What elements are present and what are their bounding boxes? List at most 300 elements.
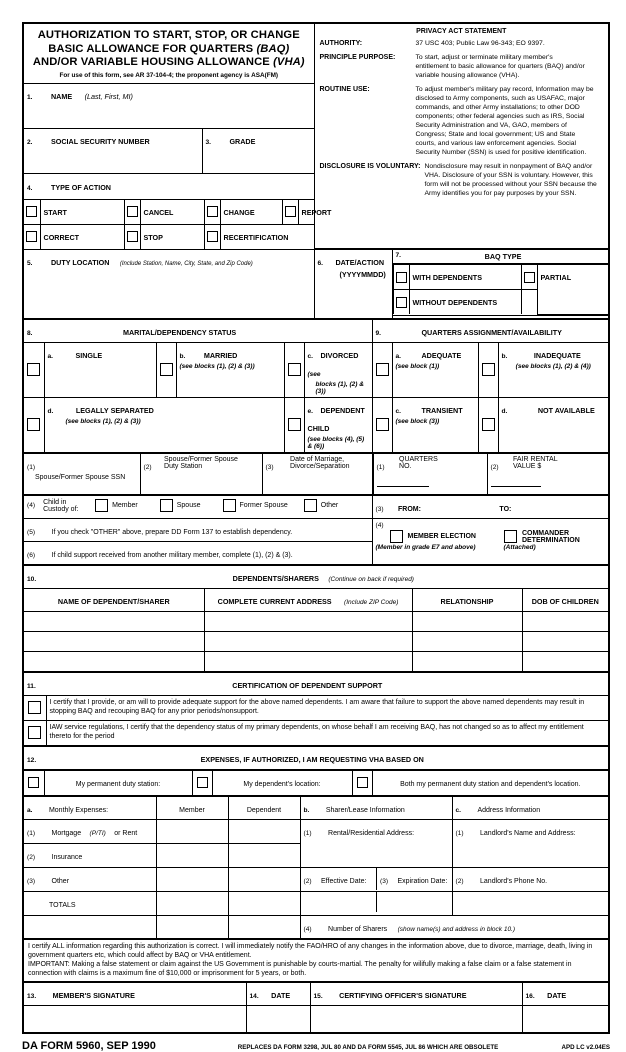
expense-row-mortgage: (1) Mortgage (P/TI) or Rent xyxy=(24,819,156,843)
footer-apd-version: APD LC v2.04ES xyxy=(561,1044,610,1052)
block-13-number: 13. xyxy=(27,993,37,1001)
checkbox-start[interactable] xyxy=(26,206,37,217)
option-recertification: RECERTIFICATION xyxy=(220,224,314,249)
hint-member-election: (Member in grade E7 and above) xyxy=(375,543,476,551)
expense-mortgage-dependent[interactable] xyxy=(228,819,300,843)
table-row[interactable] xyxy=(24,651,608,671)
header-section xyxy=(24,24,608,249)
hint-commander-determination: (Attached) xyxy=(503,543,536,551)
block-8-label: MARITAL/DEPENDENCY STATUS xyxy=(122,327,237,337)
sub-9-1-quarters-no[interactable] xyxy=(373,454,487,495)
expense-blank-dependent[interactable] xyxy=(228,915,300,938)
checkbox-correct[interactable] xyxy=(26,231,37,242)
checkbox-cell-start[interactable] xyxy=(24,200,40,225)
block-9-sub-1-2 xyxy=(372,453,608,495)
title-line-2: BASIC ALLOWANCE FOR QUARTERS (BAQ) xyxy=(48,42,290,55)
cell-address-2[interactable] xyxy=(204,631,412,651)
checkbox-with-dependents[interactable] xyxy=(396,272,407,283)
privacy-disclosure-label: DISCLOSURE IS VOLUNTARY: xyxy=(319,162,421,170)
sub-8-2-label: Spouse/Former Spouse Duty Station xyxy=(164,455,238,470)
checkbox-adequate[interactable] xyxy=(376,363,389,376)
effective-date-cell[interactable] xyxy=(301,868,377,890)
block-2-number: 2. xyxy=(27,138,33,146)
checkbox-recertification[interactable] xyxy=(207,231,218,242)
effective-expiration-values xyxy=(300,891,452,915)
expiration-date-cell[interactable] xyxy=(377,868,452,890)
privacy-disclosure-row xyxy=(320,163,604,199)
block-14-date[interactable] xyxy=(246,983,310,1006)
number-of-sharers[interactable] xyxy=(300,915,608,938)
checkbox-without-dependents[interactable] xyxy=(396,297,407,308)
cell-dob-1[interactable] xyxy=(522,611,608,631)
label-number-of-sharers: Number of Sharers xyxy=(328,925,388,933)
sub-9-2-number: (2) xyxy=(490,463,499,471)
checkbox-cell-correct[interactable] xyxy=(24,224,40,249)
privacy-routine-label: ROUTINE USE: xyxy=(319,85,370,93)
title-line-1: AUTHORIZATION TO START, STOP, OR CHANGE xyxy=(37,29,300,41)
landlord-phone-value[interactable] xyxy=(452,891,608,915)
privacy-authority-label: AUTHORITY: xyxy=(319,40,363,47)
privacy-purpose-text: To start, adjust or terminate military member's entitlement to basic allowance for quarters (BAQ) and/or variable housing allowance (VHA). xyxy=(415,53,585,79)
block-11-header xyxy=(24,672,608,695)
block-5-duty-location[interactable] xyxy=(24,250,314,319)
block-10-col-name: NAME OF DEPENDENT/SHARER xyxy=(24,588,204,611)
option-with-dependents: WITH DEPENDENTS xyxy=(409,265,521,290)
checkbox-cell-partial[interactable] xyxy=(521,265,537,290)
checkbox-change[interactable] xyxy=(207,206,218,217)
checkbox-certification-2[interactable] xyxy=(28,726,41,739)
cell-relationship-1[interactable] xyxy=(412,611,522,631)
privacy-authority-row xyxy=(320,40,604,49)
hint-legally-separated: (see blocks (1), (2) & (3)) xyxy=(65,417,141,425)
final-certification xyxy=(24,939,608,982)
checkbox-cell-permanent-duty[interactable] xyxy=(24,770,44,795)
checkbox-cell-not-available[interactable] xyxy=(478,397,498,452)
checkbox-report[interactable] xyxy=(285,206,296,217)
privacy-heading: PRIVACY ACT STATEMENT xyxy=(416,28,507,35)
block-9-label: QUARTERS ASSIGNMENT/AVAILABILITY xyxy=(421,327,562,337)
label-transient: TRANSIENT xyxy=(421,405,463,415)
block-14-date-field[interactable] xyxy=(246,1006,310,1033)
block-2-label: SOCIAL SECURITY NUMBER xyxy=(50,136,150,146)
label-custody-other: Other xyxy=(320,502,339,510)
block-6-date-action[interactable] xyxy=(314,250,392,319)
option-cancel: CANCEL xyxy=(140,200,204,225)
option-without-dependents: WITHOUT DEPENDENTS xyxy=(409,290,521,315)
label-address-information: Address Information xyxy=(477,806,541,814)
sub-12c-2-number: (2) xyxy=(455,877,464,885)
sub-9-3-from-label: FROM: xyxy=(398,505,421,513)
checkbox-custody-former-spouse[interactable] xyxy=(223,499,236,512)
privacy-purpose-row xyxy=(320,54,604,81)
label-landlord-phone: Landlord's Phone No. xyxy=(480,877,548,885)
label-rental-address: Rental/Residential Address: xyxy=(328,829,415,837)
block-6-hint: (YYYYMMDD) xyxy=(339,270,386,280)
sub-8-1-label: Spouse/Former Spouse SSN xyxy=(35,473,126,481)
checkbox-legally-separated[interactable] xyxy=(27,418,40,431)
cell-address-1[interactable] xyxy=(204,611,412,631)
hint-divorced-2: blocks (1), (2) & (3)) xyxy=(315,380,364,395)
option-dependent-child xyxy=(304,397,372,452)
cell-address-3[interactable] xyxy=(204,651,412,671)
letter-a-12: a. xyxy=(27,806,33,814)
checkbox-cell-cert-1[interactable] xyxy=(24,695,46,720)
label-expiration-date: Expiration Date: xyxy=(397,877,448,885)
letter-c-12: c. xyxy=(455,806,461,814)
label-totals: TOTALS xyxy=(49,901,76,909)
checkbox-cell-dependent-child[interactable] xyxy=(284,397,304,452)
expiration-date-value[interactable] xyxy=(377,892,452,912)
block-11-statement-1: I certify that I provide, or am will to provide adequate support for the above named dependents. I am aware that failure to support the above named dependents may result in stopping BAQ and recouping BAQ for any prior periods/nonsupport. xyxy=(46,695,608,720)
block-7-header xyxy=(392,250,608,265)
hint-married: (see blocks (1), (2) & (3)) xyxy=(179,362,255,370)
option-not-available xyxy=(498,397,608,452)
block-1-name[interactable] xyxy=(24,83,314,128)
checkbox-cell-legally-separated[interactable] xyxy=(24,397,44,452)
block-14-number: 14. xyxy=(249,993,259,1001)
sub-8-6-number: (6) xyxy=(27,551,36,559)
checkbox-cell-transient[interactable] xyxy=(372,397,392,452)
cell-name-2[interactable] xyxy=(24,631,204,651)
cell-dob-2[interactable] xyxy=(522,631,608,651)
block-8-sub-1-2-3 xyxy=(24,453,372,495)
sub-8-2-duty-station[interactable] xyxy=(140,454,262,495)
block-16-date[interactable] xyxy=(522,983,608,1006)
letter-c-9: c. xyxy=(395,407,401,415)
expense-insurance-member[interactable] xyxy=(156,843,228,867)
checkbox-cancel[interactable] xyxy=(127,206,138,217)
block-13-signature-field[interactable] xyxy=(24,1006,246,1033)
footer-replaces-text: REPLACES DA FORM 3298, JUL 80 AND DA FORM 5545, JUL 86 WHICH ARE OBSOLETE xyxy=(237,1044,499,1052)
sub-9-1-number: (1) xyxy=(376,463,385,471)
label-dependent-child: DEPENDENT CHILD xyxy=(307,405,365,433)
expense-row-insurance: (2) Insurance xyxy=(24,843,156,867)
effective-expiration-wrapper xyxy=(300,867,452,891)
sub-8-3-date-marriage[interactable] xyxy=(262,454,372,495)
hint-dependent-child: (see blocks (4), (5) & (6)) xyxy=(307,435,365,450)
title-line-3: AND/OR VARIABLE HOUSING ALLOWANCE (VHA) xyxy=(32,56,305,69)
hint-divorced-1: (see xyxy=(307,370,321,378)
block-10-col-dob: DOB OF CHILDREN xyxy=(522,588,608,611)
option-divorced xyxy=(304,343,372,398)
sub-9-3-to-label: TO: xyxy=(499,505,512,513)
letter-b-9: b. xyxy=(501,352,508,360)
block-8-9-sub-rows xyxy=(24,453,608,565)
block-11-label: CERTIFICATION OF DEPENDENT SUPPORT xyxy=(232,680,383,690)
footer-form-number: DA FORM 5960, SEP 1990 xyxy=(22,1040,156,1052)
form-footer xyxy=(22,1040,610,1052)
sub-8-4-number: (4) xyxy=(27,502,36,510)
cell-relationship-3[interactable] xyxy=(412,651,522,671)
sub-9-3-number: (3) xyxy=(375,505,384,513)
cell-name-1[interactable] xyxy=(24,611,204,631)
block-15-number: 15. xyxy=(313,993,323,1001)
sub-9-2-fair-rental[interactable] xyxy=(487,454,608,495)
sub-12b-3-number: (3) xyxy=(380,877,389,885)
option-single xyxy=(44,343,156,398)
letter-b-12: b. xyxy=(303,806,310,814)
sub-8-5-number: (5) xyxy=(27,528,36,536)
sub-8-6-text: If child support received from another military member, complete (1), (2) & (3). xyxy=(51,551,293,559)
checkbox-cell-both[interactable] xyxy=(352,770,372,795)
block-4-number: 4. xyxy=(27,184,33,192)
final-certification-cell xyxy=(24,939,608,981)
block-10-header xyxy=(24,565,608,588)
block-1-label: NAME xyxy=(50,91,73,101)
privacy-purpose-label: PRINCIPLE PURPOSE: xyxy=(319,53,396,61)
sub-8-1-number: (1) xyxy=(27,463,36,471)
sub-9-1-label: QUARTERS NO. xyxy=(399,455,438,470)
block-13-member-signature[interactable] xyxy=(24,983,246,1006)
checkbox-divorced[interactable] xyxy=(288,363,301,376)
block-1-hint: (Last, First, MI) xyxy=(84,91,133,101)
checkbox-cell-stop[interactable] xyxy=(124,224,140,249)
block-6-number: 6. xyxy=(317,260,323,268)
label-sharer-lease: Sharer/Lease Information xyxy=(325,806,405,814)
expense-blank-member[interactable] xyxy=(156,915,228,938)
label-landlord-name: Landlord's Name and Address: xyxy=(480,829,576,837)
block-16-date-field[interactable] xyxy=(522,1006,608,1033)
certify-paragraph-2: IMPORTANT: Making a false statement or claim against the US Government is punishable by courts-martial. The penalty for wilifully making a false claim or a false statement in connection with claims is a maximum fine of $10,000 or imprisonment for 5 years, or both. xyxy=(28,961,572,977)
sub-9-4-number: (4) xyxy=(375,521,384,529)
cell-name-3[interactable] xyxy=(24,651,204,671)
block-15-certifying-officer[interactable] xyxy=(310,983,522,1006)
option-married xyxy=(176,343,284,398)
expense-blank-left xyxy=(24,915,156,938)
checkbox-transient[interactable] xyxy=(376,418,389,431)
block-9-header xyxy=(372,319,608,342)
checkbox-cell-divorced[interactable] xyxy=(284,343,304,398)
checkbox-commander-determination[interactable] xyxy=(504,530,517,543)
privacy-act-column xyxy=(314,24,608,249)
checkbox-permanent-duty-station[interactable] xyxy=(28,777,39,788)
label-inadequate: INADEQUATE xyxy=(533,350,581,360)
block-4-options xyxy=(24,200,332,249)
privacy-disclosure-text: Nondisclosure may result in nonpayment of BAQ and/or VHA. Disclosure of your SSN is voluntary. However, this form will not be processed without your SSN because the Army identifies you for pay purposes by your SSN. xyxy=(424,162,597,197)
table-row[interactable] xyxy=(24,611,608,631)
checkbox-cell-inadequate[interactable] xyxy=(478,343,498,398)
checkbox-cell-married[interactable] xyxy=(156,343,176,398)
expense-other-dependent[interactable] xyxy=(228,867,300,891)
checkbox-cell-cancel[interactable] xyxy=(124,200,140,225)
option-partial: PARTIAL xyxy=(537,265,608,314)
block-15-signature-field[interactable] xyxy=(310,1006,522,1033)
checkbox-member-election[interactable] xyxy=(390,530,403,543)
checkbox-cell-recert[interactable] xyxy=(204,224,220,249)
letter-a-9: a. xyxy=(395,352,401,360)
block-10-col-address: COMPLETE CURRENT ADDRESS (Include ZIP Code) xyxy=(204,588,412,611)
checkbox-not-available[interactable] xyxy=(482,418,495,431)
label-custody-spouse: Spouse xyxy=(176,502,201,510)
option-dependents-location: My dependent's location: xyxy=(212,770,352,795)
da-form-5960 xyxy=(22,22,610,1034)
cell-dob-3[interactable] xyxy=(522,651,608,671)
option-stop: STOP xyxy=(140,224,204,249)
checkbox-cell-single[interactable] xyxy=(24,343,44,398)
checkbox-single[interactable] xyxy=(27,363,40,376)
expense-insurance-dependent[interactable] xyxy=(228,843,300,867)
checkbox-custody-other[interactable] xyxy=(304,499,317,512)
block-7-number: 7. xyxy=(395,252,401,260)
checkbox-cell-cert-2[interactable] xyxy=(24,720,46,745)
option-start: START xyxy=(40,200,124,225)
expense-1-number: (1) xyxy=(27,829,36,837)
checkbox-stop[interactable] xyxy=(127,231,138,242)
letter-b-8: b. xyxy=(179,352,186,360)
block-13-label: MEMBER'S SIGNATURE xyxy=(52,991,135,1001)
block-6-label: DATE/ACTION xyxy=(335,258,385,268)
block-11-statement-2: IAW service regulations, I certify that the dependency status of my primary dependents, on whose behalf I am receiving BAQ, has not changed so as to affect my entitlement thereto for the period xyxy=(46,720,608,745)
sub-8-5-text: If you check "OTHER" above, prepare DD Form 137 to establish dependency. xyxy=(51,528,293,536)
label-single: SINGLE xyxy=(75,350,103,360)
landlord-phone[interactable] xyxy=(452,867,608,891)
sub-8-2-number: (2) xyxy=(143,463,152,471)
checkbox-certification-1[interactable] xyxy=(28,701,41,714)
expense-totals-member[interactable] xyxy=(156,891,228,915)
landlord-name-address[interactable] xyxy=(452,819,608,867)
block-12-expenses xyxy=(24,746,608,770)
hint-inadequate: (see blocks (1), (2) & (4)) xyxy=(515,362,591,370)
checkbox-cell-without-dependents[interactable] xyxy=(393,290,409,315)
block-5-hint: (Include Station, Name, City, State, and Zip Code) xyxy=(119,261,253,268)
block-12-col-dependent: Dependent xyxy=(228,796,300,819)
sub-8-4-custody xyxy=(24,495,372,518)
expense-2-number: (2) xyxy=(27,853,36,861)
checkbox-dependents-location[interactable] xyxy=(197,777,208,788)
form-title xyxy=(24,24,314,83)
block-5-number: 5. xyxy=(27,260,33,268)
privacy-routine-text: To adjust member's military pay record, Information may be disclosed to Army components, such as USAFAC, major commands, and other Army installations; to other DOD components; other federal agencies such as IRS, Social Security Administration and VA, GAO, members of Congress; State and local government; US and State courts, and various law enforcement agencies. Social Security Number (SSN) is used for positive identification. xyxy=(415,85,594,156)
option-transient xyxy=(392,397,478,452)
block-4-label: TYPE OF ACTION xyxy=(50,182,111,192)
label-married: MARRIED xyxy=(203,350,238,360)
block-8-header xyxy=(24,319,372,342)
option-permanent-duty-station: My permanent duty station: xyxy=(44,770,192,795)
sub-12b-1-number: (1) xyxy=(303,829,312,837)
checkbox-cell-dependents-location[interactable] xyxy=(192,770,212,795)
block-1-number: 1. xyxy=(27,93,33,101)
letter-d-9: d. xyxy=(501,407,508,415)
letter-a-8: a. xyxy=(47,352,53,360)
sub-12b-4-number: (4) xyxy=(303,925,312,933)
hint-number-of-sharers: (show name(s) and address in block 10.) xyxy=(397,925,516,933)
block-10-hint: (Continue on back if required) xyxy=(328,575,414,583)
option-adequate xyxy=(392,343,478,398)
block-15-label: CERTIFYING OFFICER'S SIGNATURE xyxy=(339,991,467,1001)
block-4-type-of-action xyxy=(24,173,332,249)
effective-date-value[interactable] xyxy=(301,892,377,912)
letter-d-8: d. xyxy=(47,407,54,415)
option-report: REPORT xyxy=(298,200,314,225)
sub-8-6-child-support xyxy=(24,541,372,564)
option-change: CHANGE xyxy=(220,200,282,225)
block-5-6-7-row xyxy=(24,249,608,319)
block-12-basis-options xyxy=(24,770,608,796)
block-12-col-member: Member xyxy=(156,796,228,819)
expense-row-totals xyxy=(24,891,156,915)
cell-relationship-2[interactable] xyxy=(412,631,522,651)
block-2-ssn[interactable] xyxy=(24,129,202,173)
sub-9-2-label: FAIR RENTAL VALUE $ xyxy=(513,455,558,470)
expense-mortgage-member[interactable] xyxy=(156,819,228,843)
block-7-label: BAQ TYPE xyxy=(484,252,522,262)
letter-c-8: c. xyxy=(307,352,313,360)
option-both-locations: Both my permanent duty station and dependent's location. xyxy=(372,770,608,795)
expense-row-other: (3) Other xyxy=(24,867,156,891)
sub-8-4-label: Child in Custody of: xyxy=(43,498,79,513)
sub-9-3-from-to[interactable] xyxy=(372,495,608,518)
hint-transient: (see block (3)) xyxy=(395,417,440,425)
hint-adequate: (see block (1)) xyxy=(395,362,440,370)
block-8-number: 8. xyxy=(27,329,33,337)
checkbox-custody-spouse[interactable] xyxy=(160,499,173,512)
expense-3-number: (3) xyxy=(27,877,36,885)
label-effective-date: Effective Date: xyxy=(321,877,367,885)
checkbox-married[interactable] xyxy=(160,363,173,376)
label-not-available: NOT AVAILABLE xyxy=(537,405,595,415)
block-11-certification xyxy=(24,672,608,746)
checkbox-cell-change[interactable] xyxy=(204,200,220,225)
checkbox-cell-adequate[interactable] xyxy=(372,343,392,398)
sub-12b-2-number: (2) xyxy=(303,877,312,885)
expense-totals-dependent[interactable] xyxy=(228,891,300,915)
sub-8-1-spouse-ssn[interactable] xyxy=(24,454,140,495)
checkbox-partial[interactable] xyxy=(524,272,535,283)
block-7-options xyxy=(392,265,608,316)
expense-other-member[interactable] xyxy=(156,867,228,891)
option-correct: CORRECT xyxy=(40,224,124,249)
table-row[interactable] xyxy=(24,631,608,651)
checkbox-inadequate[interactable] xyxy=(482,363,495,376)
checkbox-cell-with-dependents[interactable] xyxy=(393,265,409,290)
block-10-col-relationship: RELATIONSHIP xyxy=(412,588,522,611)
sub-8-3-number: (3) xyxy=(265,463,274,471)
block-10-label: DEPENDENTS/SHARERS xyxy=(232,573,319,583)
checkbox-both-locations[interactable] xyxy=(357,777,368,788)
rental-residential-address[interactable] xyxy=(300,819,452,867)
spacer-cell-partial xyxy=(521,290,537,315)
label-custody-member: Member xyxy=(112,502,138,510)
block-12-detail-grid xyxy=(24,796,608,939)
option-inadequate xyxy=(498,343,608,398)
block-3-label: GRADE xyxy=(229,136,256,146)
block-14-label: DATE xyxy=(271,991,291,1001)
block-10-col-address-hint: (Include ZIP Code) xyxy=(344,598,399,606)
left-header-column xyxy=(24,24,314,83)
block-5-label: DUTY LOCATION xyxy=(50,258,110,268)
label-adequate: ADEQUATE xyxy=(421,350,462,360)
block-3-number: 3. xyxy=(205,138,211,146)
block-3-grade[interactable] xyxy=(202,129,314,173)
checkbox-dependent-child[interactable] xyxy=(288,418,301,431)
block-12-number: 12. xyxy=(27,756,37,764)
block-12-header xyxy=(24,746,608,769)
block-10-number: 10. xyxy=(27,575,37,583)
option-legally-separated xyxy=(44,397,284,452)
sub-8-3-label: Date of Marriage, Divorce/Separation xyxy=(290,455,350,470)
checkbox-custody-member[interactable] xyxy=(95,499,108,512)
label-commander-determination: COMMANDER DETERMINATION xyxy=(521,529,580,544)
label-custody-former-spouse: Former Spouse xyxy=(239,502,288,510)
block-16-label: DATE xyxy=(547,991,567,1001)
privacy-routine-row xyxy=(320,86,604,158)
certify-paragraph-1: I certify ALL information regarding this authorization is correct. I will immediately notify the FAO/HRO of any changes in the information above, due to divorce, marriage, death, living in government quarters etc, which could affect by BAQ or VHA entitlement. xyxy=(28,942,593,959)
block-11-number: 11. xyxy=(27,682,36,690)
block-10-dependents xyxy=(24,565,608,672)
block-8-9-options xyxy=(24,343,608,453)
block-9-number: 9. xyxy=(375,329,381,337)
checkbox-cell-report[interactable] xyxy=(282,200,298,225)
